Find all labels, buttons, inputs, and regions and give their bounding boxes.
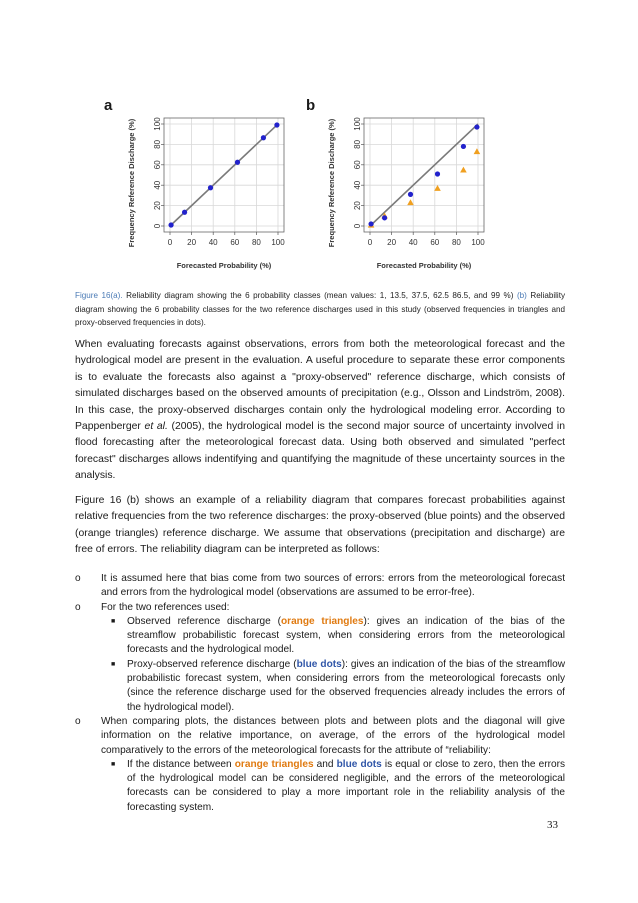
sub-item-text: Proxy-observed reference discharge ( bbox=[127, 658, 297, 670]
sub-list-item bbox=[75, 615, 565, 658]
x-tick-label: 40 bbox=[408, 238, 418, 247]
y-tick-label: 20 bbox=[353, 201, 363, 211]
x-tick-label: 100 bbox=[471, 238, 485, 247]
caption-ref-a: Figure 16(a). bbox=[75, 291, 123, 300]
y-axis-label: Frequency Reference Discharge (%) bbox=[127, 118, 136, 248]
figure-caption bbox=[75, 289, 565, 330]
observed-triangle-point bbox=[460, 167, 467, 173]
proxy-observed-dot-point bbox=[168, 222, 173, 227]
caption-text-a: Reliability diagram showing the 6 probability classes (mean values: 1, 13.5, 37.5, 62.5 86.5, and 99 %) bbox=[126, 291, 514, 300]
circle-bullet-icon: o bbox=[75, 715, 81, 727]
sub-item-text: ): gives an indication of the bias of the streamflow probabilistic forecast system, when considering errors from the meteorological forecasts and the hydrological model. bbox=[127, 615, 565, 656]
body-paragraph-1 bbox=[75, 337, 565, 485]
x-tick-label: 20 bbox=[387, 238, 397, 247]
square-bullet-icon: ■ bbox=[111, 660, 116, 668]
y-axis-label: Frequency Reference Discharge (%) bbox=[327, 118, 336, 248]
caption-text-b: Reliability diagram showing the 6 probability classes for the two reference discharges used in this study (observed frequencies in triangles and proxy-observed frequencies in dots). bbox=[75, 291, 566, 327]
x-tick-label: 80 bbox=[251, 238, 261, 247]
list-item-text: When comparing plots, the distances between plots and between plots and the diagonal will give information on the relative importance, on average, of the errors of the hydrological model comparatively to the errors of the meteorological forecasts for the attribute of “reliability: bbox=[101, 715, 565, 756]
proxy-observed-dot-point bbox=[208, 185, 213, 190]
square-bullet-icon: ■ bbox=[111, 617, 116, 625]
proxy-observed-dot-point bbox=[435, 171, 440, 176]
x-axis-label: Forecasted Probability (%) bbox=[376, 261, 472, 270]
blue-dots-highlight: blue dots bbox=[336, 758, 382, 770]
page-number: 33 bbox=[547, 819, 558, 831]
y-tick-label: 80 bbox=[153, 139, 163, 149]
interpretation-list bbox=[75, 572, 565, 815]
caption-ref-b: (b) bbox=[516, 291, 527, 300]
proxy-observed-dot-point bbox=[382, 215, 387, 220]
list-item bbox=[75, 572, 565, 601]
chart-b bbox=[312, 100, 512, 285]
y-tick-label: 40 bbox=[153, 180, 163, 190]
y-tick-label: 60 bbox=[153, 160, 163, 170]
x-tick-label: 60 bbox=[230, 238, 240, 247]
y-tick-label: 80 bbox=[353, 139, 363, 149]
sub-item-text: If the distance between bbox=[127, 758, 232, 770]
square-bullet-icon: ■ bbox=[111, 760, 116, 768]
proxy-observed-dot-point bbox=[274, 122, 279, 127]
proxy-observed-dot-point bbox=[408, 192, 413, 197]
circle-bullet-icon: o bbox=[75, 601, 81, 613]
list-item-text: For the two references used: bbox=[101, 601, 230, 613]
proxy-observed-dot-point bbox=[235, 160, 240, 165]
list-item bbox=[75, 601, 565, 615]
blue-dots-highlight: blue dots bbox=[296, 658, 342, 670]
sub-item-text: and bbox=[316, 758, 334, 770]
y-tick-label: 0 bbox=[153, 223, 163, 229]
y-tick-label: 100 bbox=[153, 117, 163, 131]
chart-a bbox=[112, 100, 312, 285]
orange-triangles-highlight: orange triangles bbox=[234, 758, 314, 770]
y-tick-label: 60 bbox=[353, 160, 363, 170]
observed-triangle-point bbox=[474, 148, 481, 154]
sub-item-text: is equal or close to zero, then the errors of the hydrological model can be considered negligible, and the errors of the meteorological forecasts can be considered to play a more important role in the reliability analysis of the forecasting system. bbox=[127, 758, 565, 813]
proxy-observed-dot-point bbox=[474, 124, 479, 129]
proxy-observed-dot-point bbox=[261, 135, 266, 140]
panel-b-label: b bbox=[306, 97, 316, 114]
list-item bbox=[75, 715, 565, 758]
sub-list-item bbox=[75, 658, 565, 715]
x-axis-label: Forecasted Probability (%) bbox=[176, 261, 272, 270]
panel-a-label: a bbox=[104, 97, 113, 114]
y-tick-label: 20 bbox=[153, 201, 163, 211]
para1-text: When evaluating forecasts against observations, errors from both the meteorological forecast and the hydrological model are present in the evaluation. A useful procedure to separate these error components is to evaluate the forecasts also against a "proxy-observed" reference discharge, which consists of simulated discharges based on the observed amounts of precipitation (e.g., Olsson and Lindström, 2008). In this case, the proxy-observed discharges contain only the hydrological modeling error. According to Pappenberger bbox=[75, 339, 565, 433]
orange-triangles-highlight: orange triangles bbox=[280, 615, 364, 627]
sub-item-text: Observed reference discharge ( bbox=[127, 615, 281, 627]
list-item-text: It is assumed here that bias come from two sources of errors: errors from the meteorological forecast and errors from the hydrological model (observations are assumed to be error-free). bbox=[101, 573, 565, 599]
x-tick-label: 60 bbox=[430, 238, 440, 247]
y-tick-label: 40 bbox=[353, 180, 363, 190]
proxy-observed-dot-point bbox=[182, 210, 187, 215]
proxy-observed-dot-point bbox=[368, 221, 373, 226]
sub-item-text: ): gives an indication of the bias of the streamflow probabilistic forecast system, when considering errors from the meteorological forecasts only (since the reference discharge used for the observed frequencies already includes the errors of the hydrological model). bbox=[127, 658, 565, 713]
y-tick-label: 100 bbox=[353, 117, 363, 131]
sub-list-item bbox=[75, 758, 565, 815]
diagonal-line bbox=[370, 124, 478, 226]
x-tick-label: 80 bbox=[451, 238, 461, 247]
body-paragraph-2: Figure 16 (b) shows an example of a reliability diagram that compares forecast probabilities against relative frequencies from the two reference discharges: the proxy-observed (blue points) and the observed (orange triangles) reference discharge. We assume that observations (precipitation and discharge) are free of errors. The reliability diagram can be interpreted as follows: bbox=[75, 495, 565, 556]
x-tick-label: 0 bbox=[167, 238, 173, 247]
circle-bullet-icon: o bbox=[75, 573, 81, 584]
y-tick-label: 0 bbox=[353, 223, 363, 229]
proxy-observed-dot-point bbox=[461, 144, 466, 149]
x-tick-label: 40 bbox=[208, 238, 218, 247]
para1-citation-etal: et al. bbox=[144, 421, 168, 433]
para1-text-end: (2005), the hydrological model is the second major source of uncertainty involved in flood forecasting after the meteorological forecast data. Using both observed and simulated "perfect forecast" discharges allows indentifying and quantifying the magnitude of these uncertainty sources in the analysis. bbox=[75, 421, 565, 482]
x-tick-label: 0 bbox=[367, 238, 373, 247]
x-tick-label: 20 bbox=[187, 238, 197, 247]
x-tick-label: 100 bbox=[271, 238, 285, 247]
